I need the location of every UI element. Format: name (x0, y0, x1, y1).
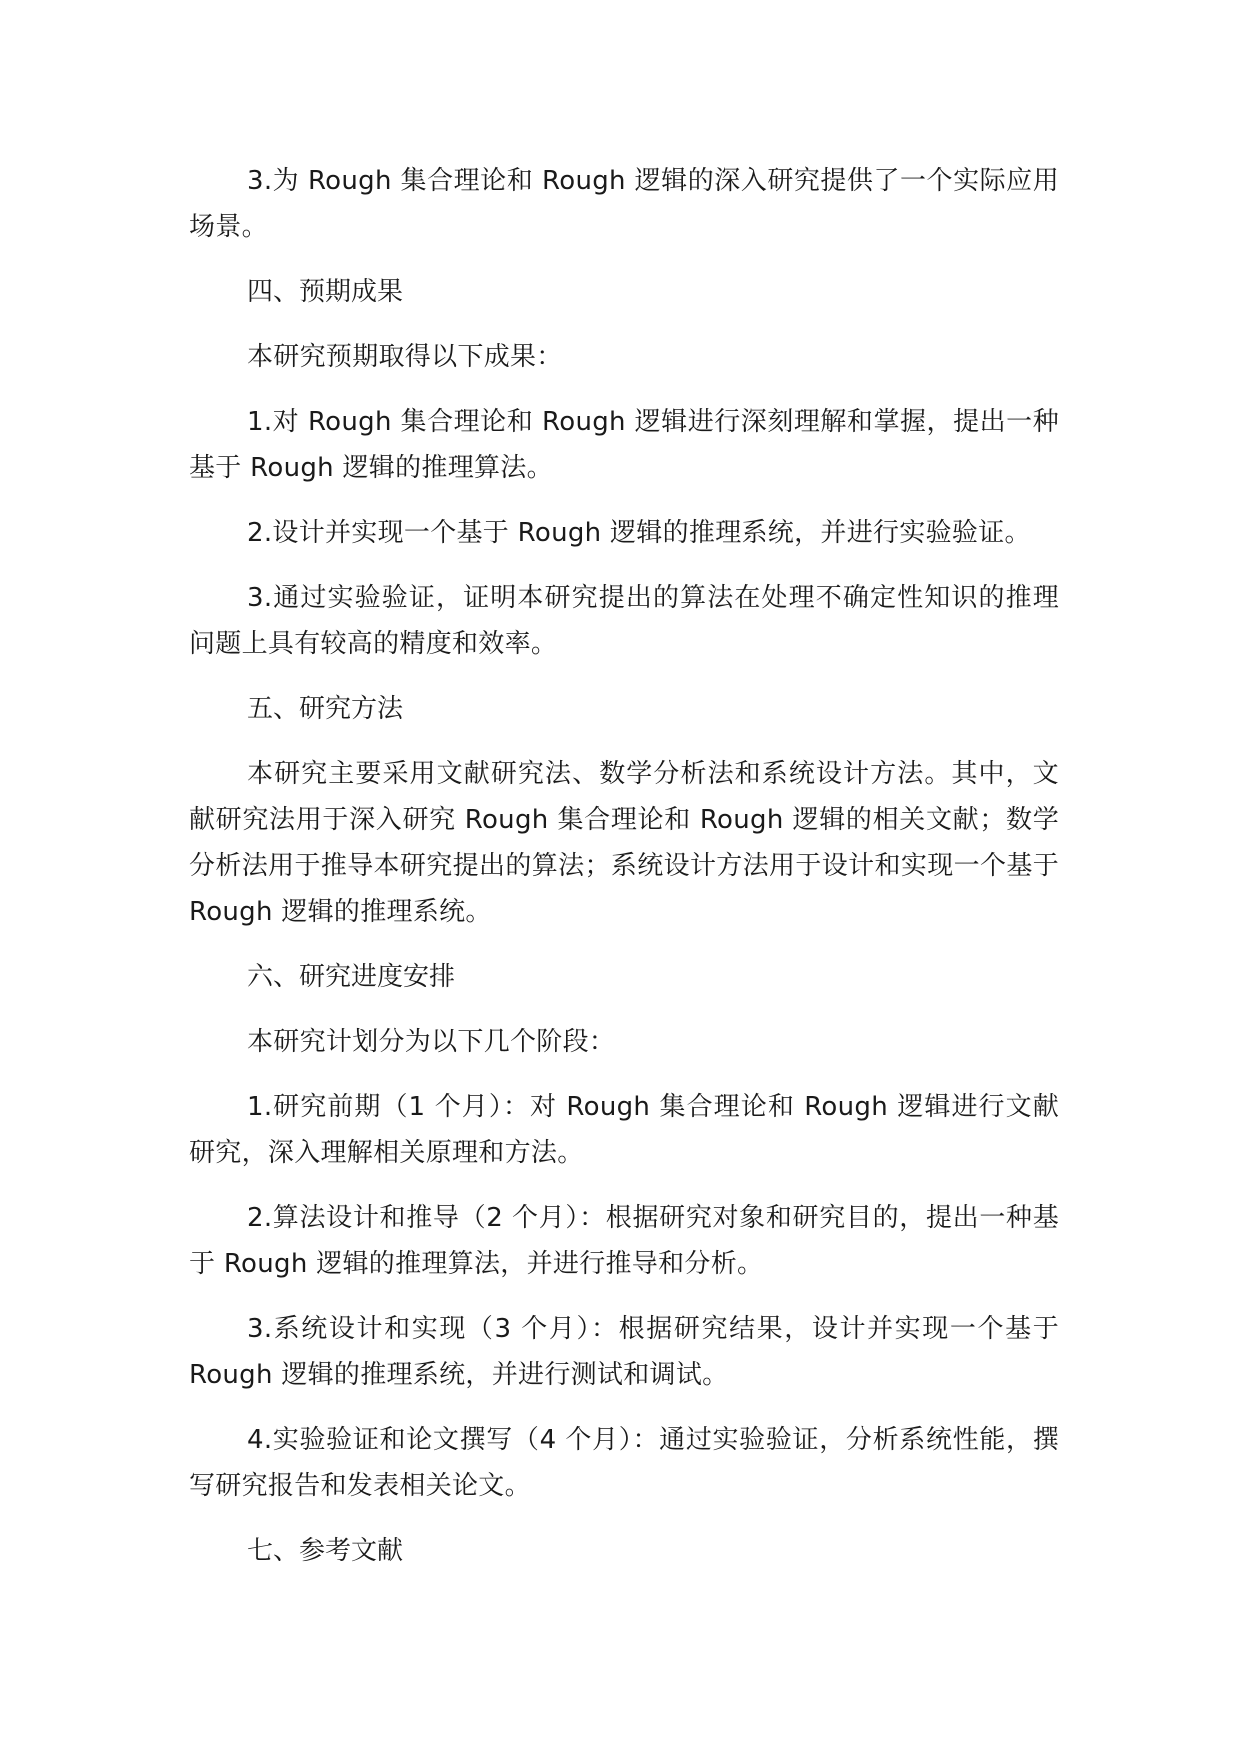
paragraph-phase-2: 2.算法设计和推导（2 个月）：根据研究对象和研究目的，提出一种基于 Rough 逻辑的推理算法，并进行推导和分析。 (189, 1203, 1059, 1279)
document-body (189, 158, 1059, 1593)
paragraph-result-2: 2.设计并实现一个基于 Rough 逻辑的推理系统，并进行实验验证。 (247, 518, 1031, 548)
paragraph-phase-1: 1.研究前期（1 个月）：对 Rough 集合理论和 Rough 逻辑进行文献研究，深入理解相关原理和方法。 (189, 1092, 1059, 1168)
paragraph-result-3: 3.通过实验验证，证明本研究提出的算法在处理不确定性知识的推理问题上具有较高的精度和效率。 (189, 583, 1059, 659)
paragraph-result-1: 1.对 Rough 集合理论和 Rough 逻辑进行深刻理解和掌握，提出一种基于 Rough 逻辑的推理算法。 (189, 407, 1059, 483)
paragraph-methods: 本研究主要采用文献研究法、数学分析法和系统设计方法。其中，文献研究法用于深入研究 Rough 集合理论和 Rough 逻辑的相关文献；数学分析法用于推导本研究提出的算法；系统设计方法用于设计和实现一个基于 Rough 逻辑的推理系统。 (189, 759, 1059, 927)
section-heading-schedule: 六、研究进度安排 (247, 962, 456, 992)
paragraph-benefit-3: 3.为 Rough 集合理论和 Rough 逻辑的深入研究提供了一个实际应用场景。 (189, 166, 1059, 242)
paragraph-schedule-intro: 本研究计划分为以下几个阶段： (247, 1027, 616, 1057)
section-heading-expected-results: 四、预期成果 (247, 277, 404, 307)
section-heading-references: 七、参考文献 (247, 1536, 404, 1566)
section-heading-research-methods: 五、研究方法 (247, 694, 404, 724)
paragraph-phase-4: 4.实验验证和论文撰写（4 个月）：通过实验验证，分析系统性能，撰写研究报告和发表相关论文。 (189, 1425, 1059, 1501)
paragraph-phase-3: 3.系统设计和实现（3 个月）：根据研究结果，设计并实现一个基于 Rough 逻辑的推理系统，并进行测试和调试。 (189, 1314, 1059, 1390)
paragraph-results-intro: 本研究预期取得以下成果： (247, 342, 563, 372)
